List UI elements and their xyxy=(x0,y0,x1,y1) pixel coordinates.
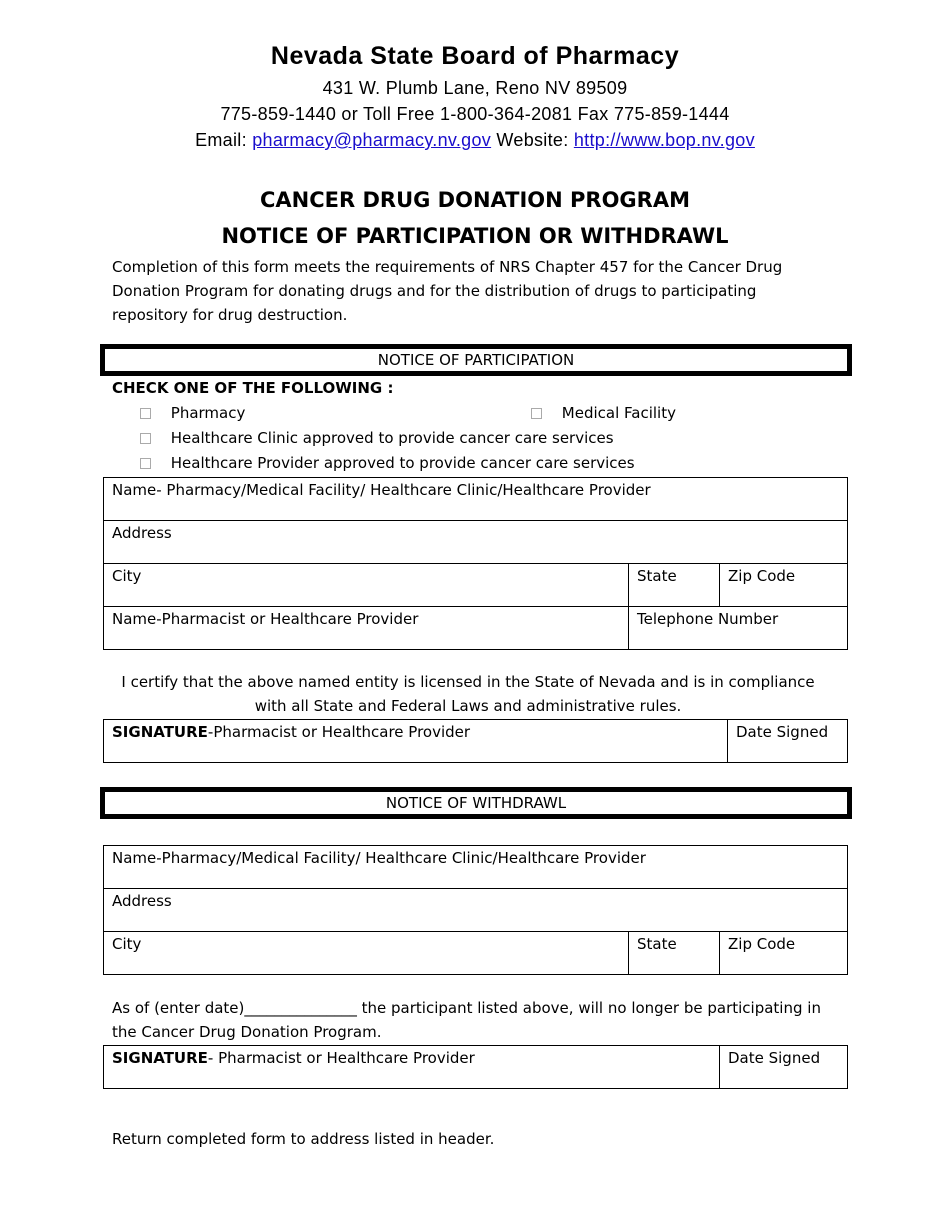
organization-address: 431 W. Plumb Lane, Reno NV 89509 xyxy=(322,78,628,98)
certification-statement: I certify that the above named entity is licensed in the State of Nevada and is in compliance with all State and Federal Laws and administrative rules. xyxy=(121,673,815,715)
option-healthcare-clinic[interactable] xyxy=(140,429,614,447)
option-medical-facility[interactable] xyxy=(531,404,676,422)
telephone-field[interactable]: Telephone Number xyxy=(629,607,848,650)
withdrawal-signature-table xyxy=(103,1045,848,1089)
withdrawal-address-field[interactable]: Address xyxy=(104,889,848,932)
option-label: Healthcare Clinic approved to provide cancer care services xyxy=(170,429,614,447)
participant-city-field[interactable]: City xyxy=(104,564,629,607)
email-label: Email: xyxy=(195,130,247,150)
participant-state-field[interactable]: State xyxy=(629,564,720,607)
program-title: CANCER DRUG DONATION PROGRAM xyxy=(259,188,690,212)
participation-date-signed-field[interactable]: Date Signed xyxy=(728,720,848,763)
organization-name: Nevada State Board of Pharmacy xyxy=(270,42,680,70)
signature-bold-label: SIGNATURE xyxy=(112,1049,208,1067)
withdrawal-signature-field[interactable] xyxy=(104,1046,720,1089)
option-pharmacy[interactable] xyxy=(140,404,245,422)
checkbox-healthcare-provider[interactable] xyxy=(140,458,151,469)
participation-form-table xyxy=(103,477,848,650)
form-title: NOTICE OF PARTICIPATION OR WITHDRAWL xyxy=(221,224,729,248)
checkbox-healthcare-clinic[interactable] xyxy=(140,433,151,444)
participation-heading: NOTICE OF PARTICIPATION xyxy=(100,344,852,376)
withdrawal-city-field[interactable]: City xyxy=(104,932,629,975)
withdrawal-date-statement: As of (enter date)_______________ the participant listed above, will no longer be participating in the Cancer Drug Donation Program. xyxy=(112,999,821,1041)
website-link[interactable]: http://www.bop.nv.gov xyxy=(573,130,755,150)
intro-paragraph: Completion of this form meets the requirements of NRS Chapter 457 for the Cancer Drug Donation Program for donating drugs and for the distribution of drugs to participating repository for drug destruction. xyxy=(112,258,783,324)
participant-name-field[interactable]: Name- Pharmacy/Medical Facility/ Healthcare Clinic/Healthcare Provider xyxy=(104,478,848,521)
checkbox-medical-facility[interactable] xyxy=(531,408,542,419)
website-label: Website: xyxy=(496,130,569,150)
checkbox-pharmacy[interactable] xyxy=(140,408,151,419)
withdrawal-date-signed-field[interactable]: Date Signed xyxy=(720,1046,848,1089)
email-link[interactable]: pharmacy@pharmacy.nv.gov xyxy=(252,130,492,150)
contact-line xyxy=(0,130,950,151)
signature-label-rest: -Pharmacist or Healthcare Provider xyxy=(207,723,471,741)
signature-bold-label: SIGNATURE xyxy=(112,723,208,741)
return-instructions: Return completed form to address listed in header. xyxy=(112,1130,495,1148)
participant-zip-field[interactable]: Zip Code xyxy=(720,564,848,607)
option-label: Pharmacy xyxy=(170,404,246,422)
check-instruction: CHECK ONE OF THE FOLLOWING : xyxy=(112,379,394,397)
withdrawal-zip-field[interactable]: Zip Code xyxy=(720,932,848,975)
withdrawal-state-field[interactable]: State xyxy=(629,932,720,975)
withdrawal-form-table xyxy=(103,845,848,975)
organization-phone: 775-859-1440 or Toll Free 1-800-364-2081 Fax 775-859-1444 xyxy=(220,104,730,124)
signature-label-rest: - Pharmacist or Healthcare Provider xyxy=(207,1049,475,1067)
withdrawal-name-field[interactable]: Name-Pharmacy/Medical Facility/ Healthcare Clinic/Healthcare Provider xyxy=(104,846,848,889)
participation-signature-field[interactable] xyxy=(104,720,728,763)
participation-signature-table xyxy=(103,719,848,763)
participant-address-field[interactable]: Address xyxy=(104,521,848,564)
option-label: Medical Facility xyxy=(561,404,676,422)
withdrawal-heading: NOTICE OF WITHDRAWL xyxy=(100,787,852,819)
pharmacist-name-field[interactable]: Name-Pharmacist or Healthcare Provider xyxy=(104,607,629,650)
option-label: Healthcare Provider approved to provide cancer care services xyxy=(170,454,635,472)
option-healthcare-provider[interactable] xyxy=(140,454,635,472)
